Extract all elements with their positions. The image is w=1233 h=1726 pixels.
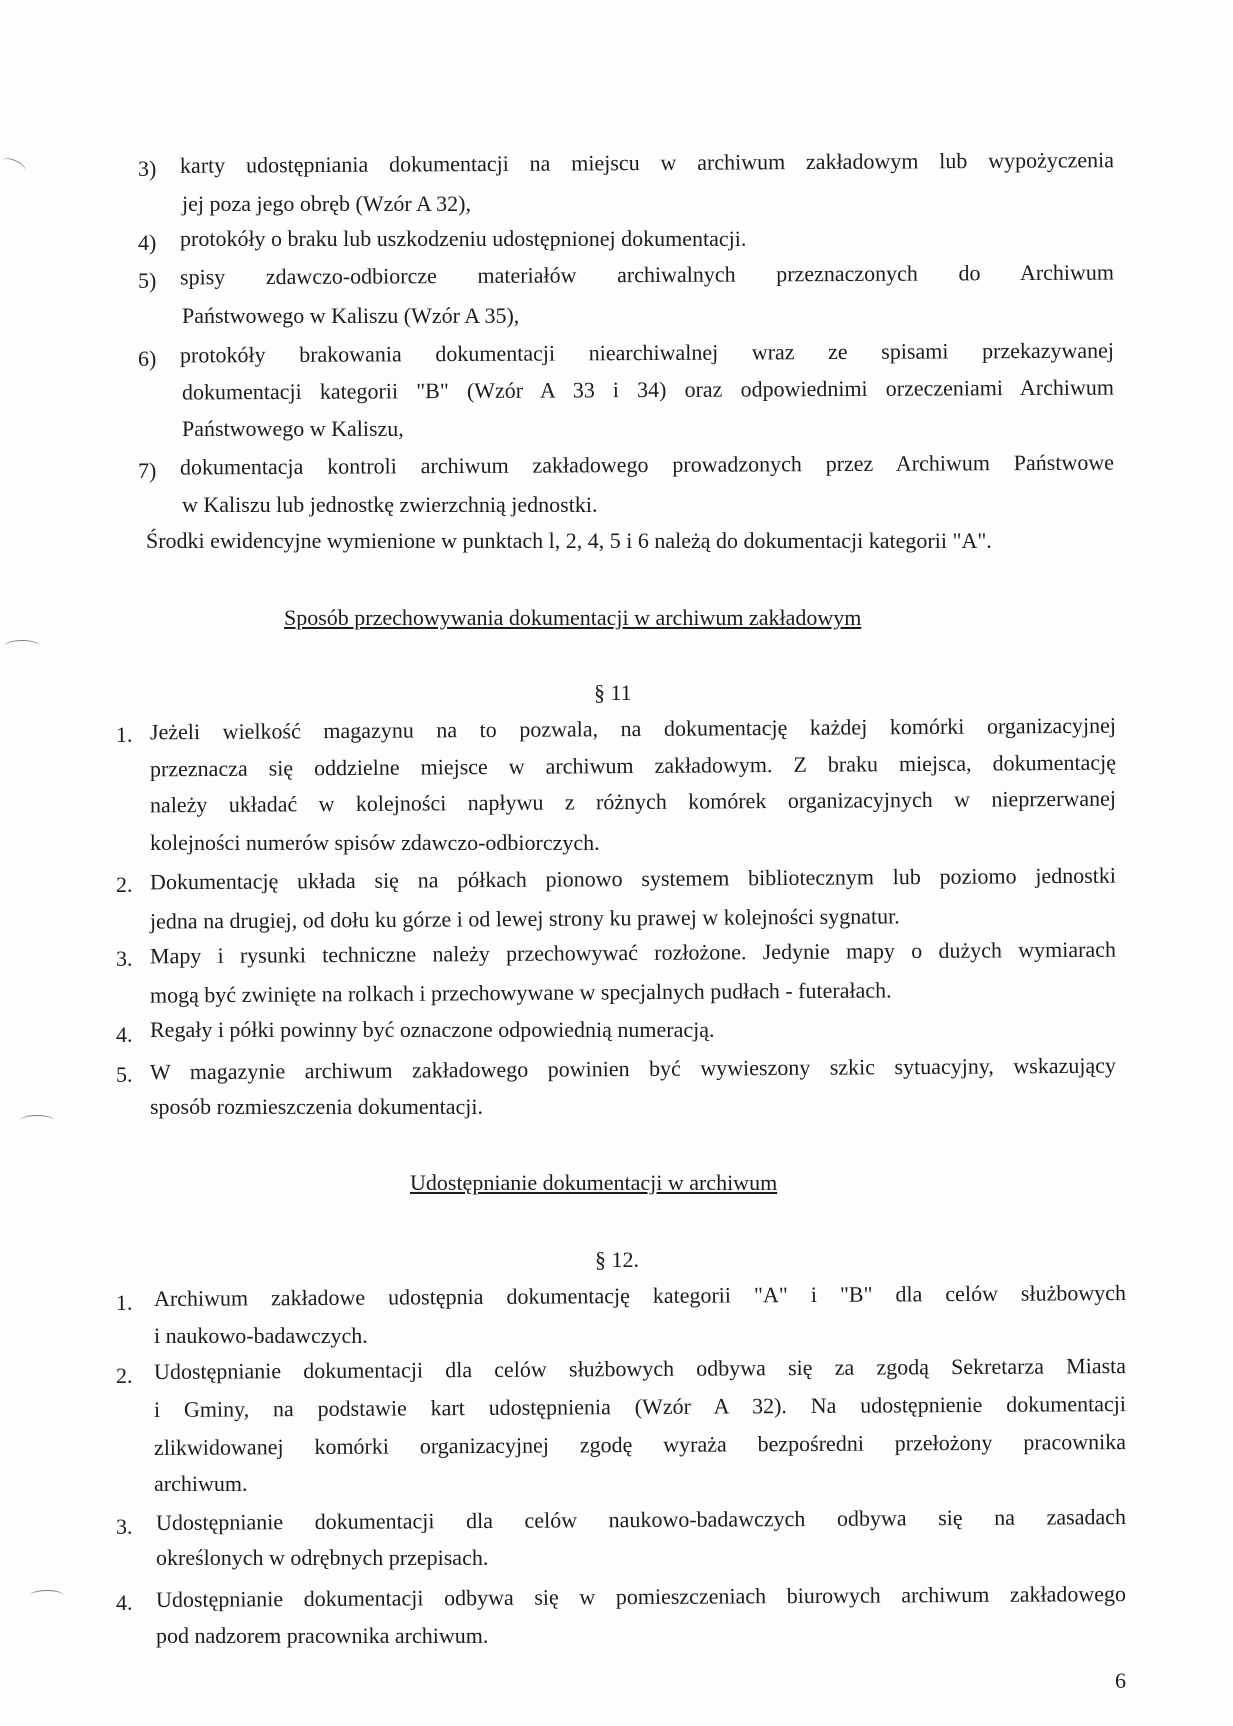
section-heading: Sposób przechowywania dokumentacji w archiwum zakładowym [284,605,862,630]
list-item-line: Państwowego w Kaliszu (Wzór A 35), [182,303,520,328]
margin-mark [1,155,27,175]
list-item-line: Jeżeli wielkość magazynu na to pozwala, na dokumentację każdej komórki organizacyjnej [149,712,1117,745]
list-item-line: archiwum. [154,1471,248,1496]
list-item-line: Udostępnianie dokumentacji dla celów naukowo-badawczych odbywa się na zasadach [155,1504,1127,1535]
list-item-line: jej poza jego obręb (Wzór A 32), [182,191,471,216]
list-item-line: Państwowego w Kaliszu, [182,416,404,441]
list-item-number: 4) [138,230,157,255]
list-item-line: protokóły brakowania dokumentacji niearchiwalnej wraz ze spisami przekazywanej [179,337,1115,368]
list-item-line: Udostępnianie dokumentacji dla celów służbowych odbywa się za zgodą Sekretarza Miasta [153,1353,1127,1384]
list-item-line: i Gminy, na podstawie kart udostępnienia (Wzór A 32). Na udostępnienie dokumentacji [153,1391,1127,1422]
list-item-line: spisy zdawczo-odbiorcze materiałów archiwalnych przeznaczonych do Archiwum [179,259,1115,290]
list-item-line: mogą być zwinięte na rolkach i przechowywane w specjalnych pudłach - futerałach. [149,977,892,1008]
margin-mark [30,1590,64,1601]
list-item-number: 3. [116,1514,133,1539]
section-heading: Udostępnianie dokumentacji w archiwum [410,1170,778,1195]
list-item-number: 5) [138,268,157,293]
list-item-line: Archiwum zakładowe udostępnia dokumentację kategorii "A" i "B" dla celów służbowych [153,1280,1127,1311]
page-number: 6 [1115,1668,1126,1693]
list-item-line: karty udostępniania dokumentacji na miejscu w archiwum zakładowym lub wypożyczenia [179,147,1115,178]
list-item-line: pod nadzorem pracownika archiwum. [156,1623,489,1648]
list-item-number: 6) [138,346,157,371]
list-item-number: 1. [116,1290,133,1315]
list-item-number: 3. [116,946,133,971]
list-item-number: 1. [116,722,133,747]
list-item-line: należy układać w kolejności napływu z różnych komórek organizacyjnych w nieprzerwanej [149,785,1117,818]
list-item-line: jedna na drugiej, od dołu ku górze i od lewej strony ku prawej w kolejności sygnatur. [149,903,900,934]
list-item-line: Udostępnianie dokumentacji odbywa się w pomieszczeniach biurowych archiwum zakładowego [155,1581,1127,1612]
list-item-line: i naukowo-badawczych. [154,1323,368,1348]
list-item-line: sposób rozmieszczenia dokumentacji. [150,1094,483,1119]
list-item-line: zlikwidowanej komórki organizacyjnej zgodę wyraża bezpośredni przełożony pracownika [153,1429,1127,1460]
list-item-line: Regały i półki powinny być oznaczone odpowiednią numeracją. [150,1017,715,1042]
margin-mark [4,640,40,653]
list-item-number: 2. [116,1363,133,1388]
list-item-line: protokóły o braku lub uszkodzeniu udostępnionej dokumentacji. [180,226,747,251]
list-item-line: dokumentacji kategorii "B" (Wzór A 33 i 34) oraz odpowiednimi orzeczeniami Archiwum [181,374,1115,405]
list-item-line: dokumentacja kontroli archiwum zakładowego prowadzonych przez Archiwum Państwowe [179,449,1115,480]
list-item-line: Mapy i rysunki techniczne należy przechowywać rozłożone. Jedynie mapy o dużych wymiarach [149,936,1117,969]
paragraph-number: § 11 [594,680,632,705]
list-item-line: w Kaliszu lub jednostkę zwierzchnią jednostki. [182,492,598,517]
list-item-number: 7) [138,458,157,483]
margin-mark [20,1115,54,1126]
list-item-number: 4. [116,1590,133,1615]
list-item-number: 3) [138,156,157,181]
list-item-line: kolejności numerów spisów zdawczo-odbiorczych. [150,830,600,855]
summary-paragraph: Środki ewidencyjne wymienione w punktach l, 2, 4, 5 i 6 należą do dokumentacji kategorii "A". [146,528,992,553]
list-item-line: W magazynie archiwum zakładowego powinien być wywieszony szkic sytuacyjny, wskazujący [149,1052,1117,1085]
list-item-number: 2. [116,872,133,897]
list-item-line: Dokumentację układa się na półkach pionowo systemem bibliotecznym lub poziomo jednostki [149,862,1117,895]
paragraph-number: § 12. [595,1247,639,1272]
list-item-number: 5. [116,1062,133,1087]
list-item-line: przeznacza się oddzielne miejsce w archiwum zakładowym. Z braku miejsca, dokumentację [149,749,1117,782]
list-item-line: określonych w odrębnych przepisach. [156,1545,489,1570]
list-item-number: 4. [116,1022,133,1047]
